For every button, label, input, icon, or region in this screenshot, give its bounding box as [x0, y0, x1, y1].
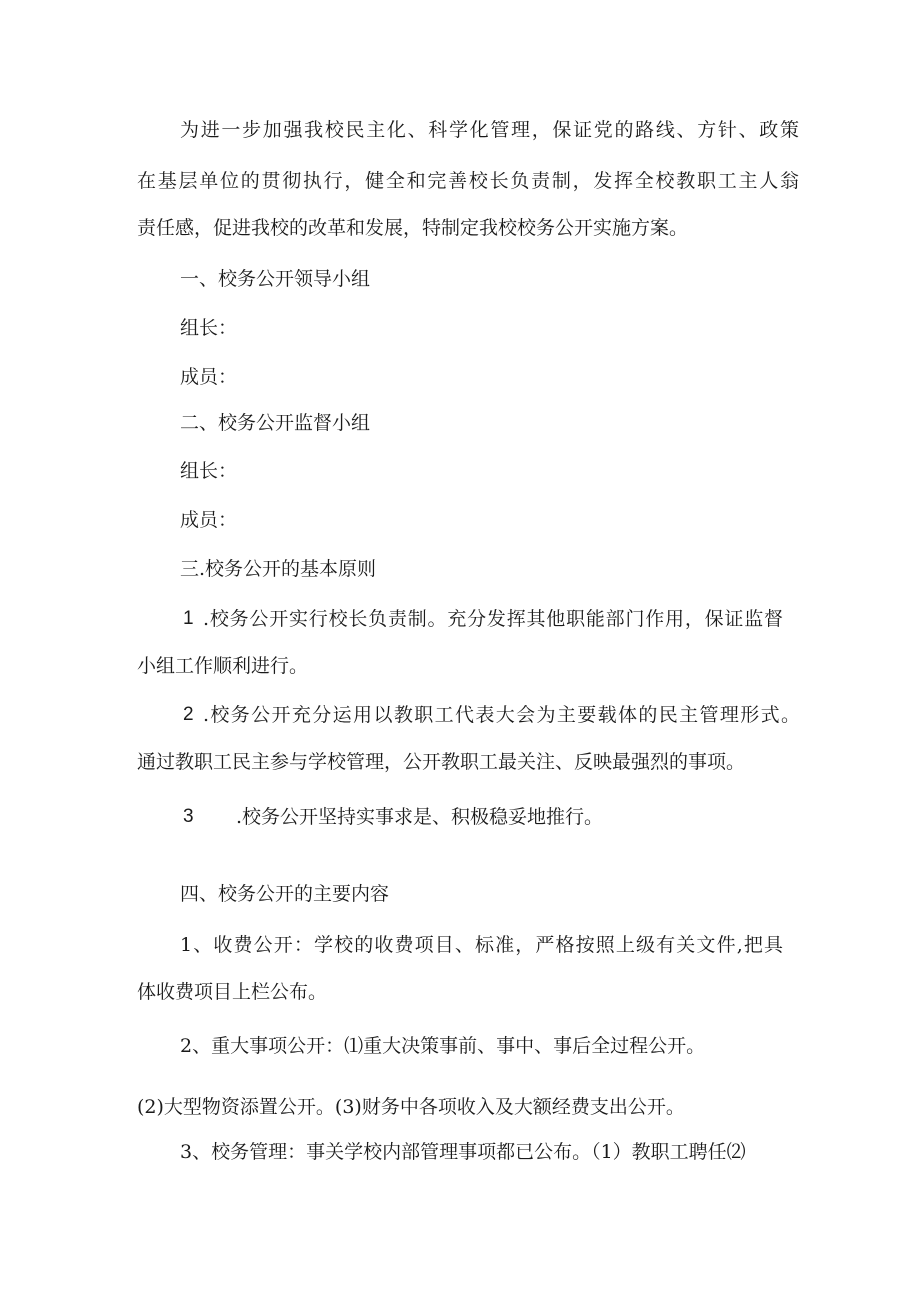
section-3-item-1-number: 1: [183, 608, 194, 629]
section-4-item-1-line-2: 体收费项目上栏公布。: [137, 981, 328, 1003]
section-4-item-2-line-2: (2)大型物资添置公开。(3)财务中各项收入及大额经费支出公开。: [137, 1096, 685, 1118]
section-2-members: 成员：: [180, 509, 238, 531]
section-4-item-2-line-1: 2、重大事项公开：⑴重大决策事前、事中、事后全过程公开。: [180, 1035, 706, 1057]
section-3-item-1-line-1: .校务公开实行校长负责制。充分发挥其他职能部门作用，保证监督: [203, 608, 783, 630]
section-3-heading: 三.校务公开的基本原则: [180, 558, 377, 580]
section-3-item-1-line-2: 小组工作顺利进行。: [137, 655, 309, 677]
intro-line-2: 在基层单位的贯彻执行，健全和完善校长负责制，发挥全校教职工主人翁: [137, 170, 799, 192]
section-4-item-1-line-1: 1、收费公开：学校的收费项目、标准，严格按照上级有关文件,把具: [180, 934, 783, 956]
section-4-item-3-line-1: 3、校务管理：事关学校内部管理事项都已公布。（1）教职工聘任⑵: [180, 1141, 746, 1163]
intro-line-3: 责任感，促进我校的改革和发展，特制定我校校务公开实施方案。: [137, 217, 689, 239]
section-1-members: 成员：: [180, 366, 238, 388]
section-1-heading: 一、校务公开领导小组: [180, 268, 371, 290]
section-3-item-3-number: 3: [183, 806, 194, 827]
section-2-heading: 二、校务公开监督小组: [180, 412, 371, 434]
intro-line-1: 为进一步加强我校民主化、科学化管理，保证党的路线、方针、政策: [180, 119, 799, 141]
section-3-item-2-line-1: .校务公开充分运用以教职工代表大会为主要载体的民主管理形式。: [203, 704, 800, 726]
section-3-item-3-line-1: .校务公开坚持实事求是、积极稳妥地推行。: [236, 806, 604, 828]
section-3-item-2-line-2: 通过教职工民主参与学校管理，公开教职工最关注、反映最强烈的事项。: [137, 751, 746, 773]
section-1-leader: 组长：: [180, 317, 238, 339]
section-3-item-2-number: 2: [183, 704, 194, 725]
section-2-leader: 组长：: [180, 460, 238, 482]
section-4-heading: 四、校务公开的主要内容: [180, 883, 390, 905]
